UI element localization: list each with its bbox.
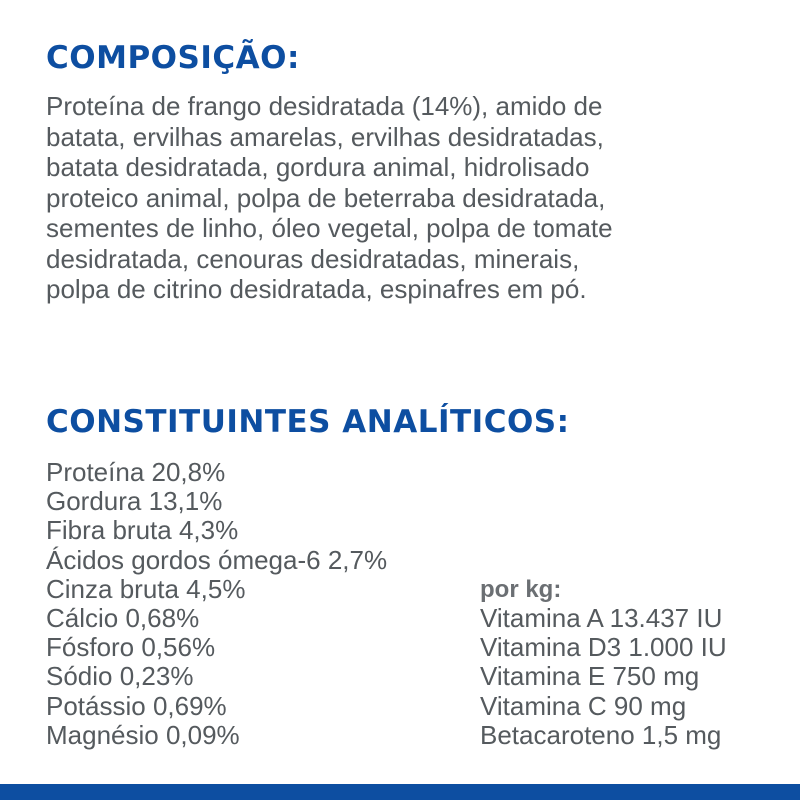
vitamins-list [480, 604, 727, 750]
analytical-constituents-heading: CONSTITUINTES ANALÍTICOS: [46, 404, 570, 440]
list-item: Sódio 0,23% [46, 661, 194, 692]
list-item: Ácidos gordos ómega-6 2,7% [46, 544, 388, 575]
analytical-constituents-list [46, 458, 387, 750]
composition-line: batata, ervilhas amarelas, ervilhas desidratadas, [46, 121, 604, 152]
composition-line: proteico animal, polpa de beterraba desidratada, [46, 182, 606, 213]
list-item: Fósforo 0,56% [46, 632, 216, 663]
composition-heading: COMPOSIÇÃO: [46, 40, 300, 76]
list-item: Magnésio 0,09% [46, 719, 240, 750]
vitamins-per-kg-label: por kg: [480, 576, 562, 603]
list-item: Fibra bruta 4,3% [46, 515, 239, 546]
composition-line: Proteína de frango desidratada (14%), amido de [46, 91, 603, 121]
composition-line: polpa de citrino desidratada, espinafres em pó. [46, 274, 587, 304]
list-item: Vitamina D3 1.000 IU [480, 632, 727, 663]
composition-text [46, 91, 766, 305]
list-item: Vitamina A 13.437 IU [480, 603, 723, 633]
list-item: Proteína 20,8% [46, 457, 226, 487]
list-item: Gordura 13,1% [46, 486, 223, 517]
list-item: Cinza bruta 4,5% [46, 573, 246, 604]
composition-line: sementes de linho, óleo vegetal, polpa de tomate [46, 213, 613, 243]
list-item: Vitamina E 750 mg [480, 661, 700, 692]
list-item: Cálcio 0,68% [46, 603, 200, 634]
list-item: Potássio 0,69% [46, 690, 227, 721]
composition-line: desidratada, cenouras desidratadas, minerais, [46, 243, 580, 274]
list-item: Vitamina C 90 mg [480, 690, 687, 721]
footer-bar [0, 784, 800, 800]
list-item: Betacaroteno 1,5 mg [480, 719, 722, 750]
composition-line: batata desidratada, gordura animal, hidrolisado [46, 152, 590, 182]
